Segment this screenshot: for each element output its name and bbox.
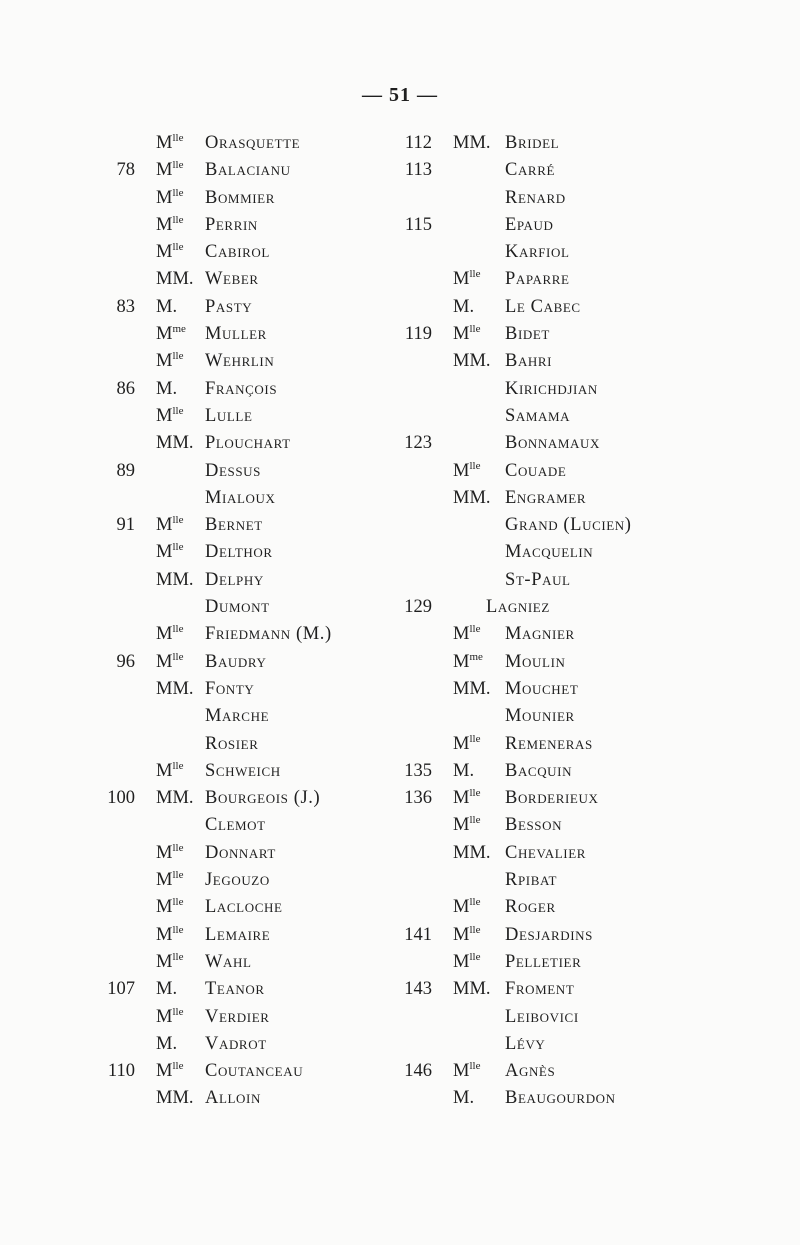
entry-title: M.	[156, 296, 178, 317]
list-entry	[0, 867, 400, 894]
entry-name: Mounier	[505, 706, 575, 727]
list-entry	[400, 376, 800, 403]
entry-title: MM.	[453, 842, 491, 863]
entry-name: Epaud	[505, 214, 554, 235]
entry-name: Rpibat	[505, 870, 558, 891]
entry-title: MM.	[453, 979, 491, 1000]
entry-name: Mialoux	[205, 487, 276, 508]
list-entry	[0, 512, 400, 539]
list-entry	[0, 321, 400, 348]
entry-title: $M^{lle}$	[453, 814, 481, 836]
entry-name: Le Cabec	[505, 296, 581, 317]
entry-name: Lévy	[505, 1033, 546, 1054]
entry-title: $M^{me}$	[156, 323, 186, 345]
entry-name: Carré	[505, 160, 556, 181]
entry-name: Lulle	[205, 405, 253, 426]
list-entry	[400, 239, 800, 266]
entry-name: Kirichdjian	[505, 378, 598, 399]
list-entry	[400, 676, 800, 703]
entry-title: $M^{lle}$	[156, 623, 184, 645]
entry-name: Verdier	[205, 1006, 270, 1027]
list-entry	[0, 212, 400, 239]
entry-number: 135	[404, 760, 432, 781]
list-entry	[400, 649, 800, 676]
entry-title: $M^{lle}$	[156, 896, 184, 918]
list-entry	[0, 703, 400, 730]
entry-number: 89	[116, 460, 135, 481]
page-number: — 51 —	[362, 84, 438, 106]
entry-name: Remeneras	[505, 733, 593, 754]
entry-number: 136	[404, 788, 432, 809]
list-entry	[0, 1004, 400, 1031]
entry-title: $M^{lle}$	[453, 923, 481, 945]
entry-name: Lagniez	[486, 597, 550, 618]
entry-name: Bidet	[505, 324, 550, 345]
list-entry	[400, 1085, 800, 1112]
entry-title: M.	[453, 1088, 475, 1109]
list-entry	[400, 485, 800, 512]
entry-name: Froment	[505, 979, 575, 1000]
list-entry	[0, 294, 400, 321]
entry-title: $M^{lle}$	[156, 159, 184, 181]
entry-title: $M^{lle}$	[453, 459, 481, 481]
entry-name: Dumont	[205, 597, 270, 618]
entry-name: Macquelin	[505, 542, 594, 563]
entry-name: Coutanceau	[205, 1061, 304, 1082]
list-entry	[400, 621, 800, 648]
entry-title: M.	[156, 378, 178, 399]
entry-name: Besson	[505, 815, 563, 836]
list-entry	[0, 458, 400, 485]
list-entry	[400, 567, 800, 594]
entry-name: Bernet	[205, 515, 263, 536]
list-entry	[400, 731, 800, 758]
entry-title: $M^{lle}$	[156, 514, 184, 536]
right-column	[400, 130, 800, 1113]
entry-number: 96	[116, 651, 135, 672]
entry-title: $M^{lle}$	[453, 323, 481, 345]
entry-name: Borderieux	[505, 788, 599, 809]
entry-title: $M^{lle}$	[156, 404, 184, 426]
entry-name: St-Paul	[505, 569, 571, 590]
list-entry	[400, 348, 800, 375]
list-entry	[400, 157, 800, 184]
entry-number: 123	[404, 433, 432, 454]
list-entry	[400, 976, 800, 1003]
list-entry	[0, 430, 400, 457]
entry-number: 146	[404, 1061, 432, 1082]
list-entry	[400, 840, 800, 867]
entry-title: $M^{lle}$	[156, 132, 184, 153]
list-entry	[0, 949, 400, 976]
list-entry	[0, 676, 400, 703]
entry-name: Alloin	[205, 1088, 261, 1109]
list-entry	[400, 130, 800, 157]
entry-name: Pasty	[205, 296, 253, 317]
entry-title: M.	[156, 979, 178, 1000]
entry-name: Desjardins	[505, 924, 593, 945]
entry-number: 83	[116, 296, 135, 317]
entry-title: $M^{lle}$	[156, 213, 184, 235]
list-entry	[400, 703, 800, 730]
entry-name: Samama	[505, 405, 571, 426]
entry-name: Teanor	[205, 979, 265, 1000]
entry-number: 119	[404, 324, 432, 345]
left-column	[0, 130, 400, 1113]
entry-title: $M^{lle}$	[156, 1060, 184, 1082]
list-entry	[0, 758, 400, 785]
entry-title: MM.	[453, 487, 491, 508]
entry-name: Roger	[505, 897, 556, 918]
entry-name: Bommier	[205, 187, 275, 208]
entry-name: Lemaire	[205, 924, 271, 945]
entry-title: $M^{lle}$	[156, 841, 184, 863]
list-entry	[400, 539, 800, 566]
entry-name: Balacianu	[205, 160, 291, 181]
entry-name: Friedmann (M.)	[205, 624, 332, 645]
entry-name: Chevalier	[505, 842, 587, 863]
entry-title: MM.	[156, 1088, 194, 1109]
entry-title: MM.	[156, 678, 194, 699]
entry-name: Plouchart	[205, 433, 291, 454]
entry-name: Vadrot	[205, 1033, 267, 1054]
entry-name: Karfiol	[505, 242, 570, 263]
entry-number: 141	[404, 924, 432, 945]
entry-title: MM.	[156, 569, 194, 590]
list-entry	[400, 812, 800, 839]
entry-name: Bourgeois (J.)	[205, 788, 321, 809]
list-entry	[400, 403, 800, 430]
entry-title: $M^{lle}$	[156, 950, 184, 972]
entry-title: $M^{lle}$	[453, 950, 481, 972]
entry-name: Weber	[205, 269, 259, 290]
list-entry	[0, 130, 400, 157]
entry-title: $M^{lle}$	[156, 541, 184, 563]
list-entry	[400, 785, 800, 812]
entry-title: M.	[453, 760, 475, 781]
entry-name: Lacloche	[205, 897, 283, 918]
list-entry	[0, 348, 400, 375]
entry-name: Jegouzo	[205, 870, 270, 891]
entry-name: Baudry	[205, 651, 267, 672]
entry-number: 129	[404, 597, 432, 618]
entry-name: Bacquin	[505, 760, 573, 781]
entry-number: 107	[107, 979, 135, 1000]
entry-name: Cabirol	[205, 242, 270, 263]
entry-title: $M^{lle}$	[156, 650, 184, 672]
entry-number: 115	[404, 214, 432, 235]
list-entry	[0, 922, 400, 949]
list-entry	[0, 812, 400, 839]
entry-title: M.	[156, 1033, 178, 1054]
entry-title: $M^{lle}$	[156, 1005, 184, 1027]
entry-title: $M^{lle}$	[453, 787, 481, 809]
entry-title: $M^{lle}$	[156, 186, 184, 208]
list-entry	[400, 458, 800, 485]
entry-number: 113	[404, 160, 432, 181]
entry-title: $M^{lle}$	[156, 869, 184, 891]
entry-title: $M^{me}$	[453, 650, 483, 672]
list-entry	[400, 594, 800, 621]
list-entry	[0, 731, 400, 758]
entry-name: Schweich	[205, 760, 281, 781]
list-entry	[0, 1031, 400, 1058]
entry-title: M.	[453, 296, 475, 317]
list-entry	[0, 239, 400, 266]
list-entry	[0, 594, 400, 621]
entry-name: Orasquette	[205, 133, 301, 153]
entry-number: 143	[404, 979, 432, 1000]
entry-title: MM.	[453, 133, 491, 153]
entry-name: Wehrlin	[205, 351, 275, 372]
entry-number: 110	[107, 1061, 135, 1082]
entry-name: Agnès	[505, 1061, 556, 1082]
list-entry	[0, 567, 400, 594]
list-entry	[400, 922, 800, 949]
entry-title: $M^{lle}$	[453, 732, 481, 754]
list-entry	[0, 621, 400, 648]
list-entry	[400, 894, 800, 921]
entry-name: Clemot	[205, 815, 266, 836]
entry-number: 100	[107, 788, 135, 809]
entry-name: Bahri	[505, 351, 553, 372]
entry-name: Paparre	[505, 269, 570, 290]
entry-title: $M^{lle}$	[156, 350, 184, 372]
entry-name: François	[205, 378, 278, 399]
entry-name: Perrin	[205, 214, 258, 235]
entry-title: MM.	[453, 678, 491, 699]
list-entry	[400, 430, 800, 457]
list-entry	[400, 1031, 800, 1058]
entry-name: Bonnamaux	[505, 433, 601, 454]
entry-name: Pelletier	[505, 951, 582, 972]
list-entry	[400, 294, 800, 321]
list-entry	[0, 485, 400, 512]
list-entry	[0, 266, 400, 293]
entry-name: Wahl	[205, 951, 252, 972]
entry-name: Rosier	[205, 733, 259, 754]
entry-name: Delthor	[205, 542, 273, 563]
list-entry	[0, 403, 400, 430]
entry-name: Engramer	[505, 487, 587, 508]
list-entry	[400, 949, 800, 976]
entry-name: Marche	[205, 706, 270, 727]
entry-title: $M^{lle}$	[156, 759, 184, 781]
entry-name: Bridel	[505, 133, 560, 153]
list-entry	[400, 212, 800, 239]
entry-name: Leibovici	[505, 1006, 579, 1027]
entry-title: MM.	[156, 788, 194, 809]
entry-name: Donnart	[205, 842, 276, 863]
entry-title: MM.	[156, 433, 194, 454]
list-entry	[0, 840, 400, 867]
list-entry	[0, 785, 400, 812]
entry-title: MM.	[156, 269, 194, 290]
entry-number: 78	[116, 160, 135, 181]
entry-name: Magnier	[505, 624, 575, 645]
entry-name: Grand (Lucien)	[505, 515, 632, 536]
entry-name: Renard	[505, 187, 566, 208]
list-entry	[400, 321, 800, 348]
entry-name: Beaugourdon	[505, 1088, 616, 1109]
list-entry	[400, 512, 800, 539]
entry-title: $M^{lle}$	[453, 1060, 481, 1082]
list-entry	[400, 185, 800, 212]
list-entry	[0, 185, 400, 212]
list-entry	[400, 1058, 800, 1085]
entry-name: Delphy	[205, 569, 264, 590]
list-entry	[400, 1004, 800, 1031]
entry-name: Fonty	[205, 678, 255, 699]
entry-number: 91	[116, 515, 135, 536]
entry-number: 112	[404, 133, 432, 153]
list-entry	[0, 894, 400, 921]
entry-title: $M^{lle}$	[453, 896, 481, 918]
entry-title: $M^{lle}$	[156, 923, 184, 945]
list-entry	[400, 867, 800, 894]
entry-title: $M^{lle}$	[453, 268, 481, 290]
entry-name: Mouchet	[505, 678, 579, 699]
list-entry	[400, 266, 800, 293]
list-entry	[0, 376, 400, 403]
list-entry	[0, 157, 400, 184]
entry-name: Moulin	[505, 651, 566, 672]
list-entry	[0, 539, 400, 566]
list-entry	[400, 758, 800, 785]
entry-name: Dessus	[205, 460, 261, 481]
entry-name: Couade	[505, 460, 567, 481]
list-entry	[0, 976, 400, 1003]
list-entry	[0, 1058, 400, 1085]
entry-title: $M^{lle}$	[453, 623, 481, 645]
entry-number: 86	[116, 378, 135, 399]
list-entry	[0, 1085, 400, 1112]
entry-title: $M^{lle}$	[156, 241, 184, 263]
list-entry	[0, 649, 400, 676]
entry-name: Muller	[205, 324, 267, 345]
entry-title: MM.	[453, 351, 491, 372]
